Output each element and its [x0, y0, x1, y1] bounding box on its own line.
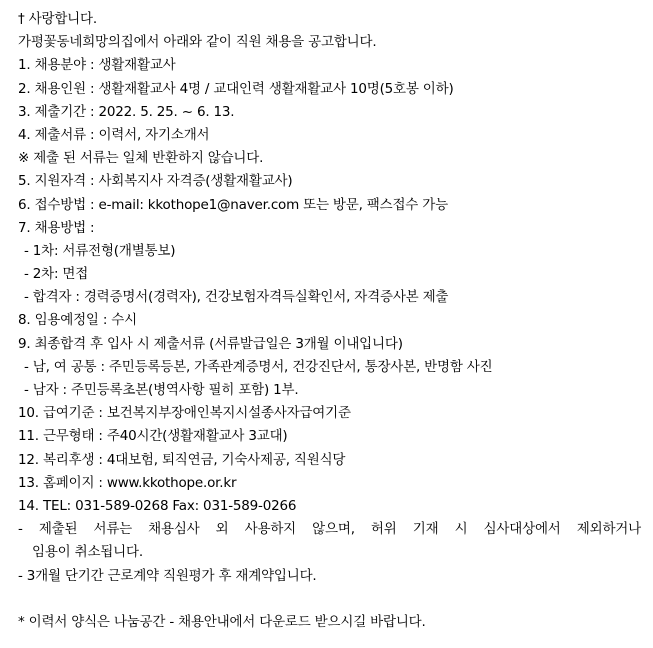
selection-step-1: - 1차: 서류전형(개별통보): [24, 242, 176, 259]
item-contact: 14. TEL: 031-589-0268 Fax: 031-589-0266: [18, 497, 297, 514]
item-homepage: 13. 홈페이지 : www.kkothope.or.kr: [18, 474, 237, 491]
item-recruit-field: 1. 채용분야 : 생활재활교사: [18, 57, 176, 74]
intro: 가평꽃동네희망의집에서 아래와 같이 직원 채용을 공고합니다.: [18, 34, 377, 51]
final-docs-male: - 남자 : 주민등록초본(병역사항 필히 포함) 1부.: [24, 382, 299, 398]
final-docs-common: - 남, 여 공통 : 주민등록등본, 가족관계증명서, 건강진단서, 통장사본, 반명함 사진: [24, 358, 493, 375]
item-benefits: 12. 복리후생 : 4대보험, 퇴직연금, 기숙사제공, 직원식당: [18, 451, 346, 468]
footer-resume-form: * 이력서 양식은 나눔공간 - 채용안내에서 다운로드 받으시길 바랍니다.: [18, 613, 426, 630]
item-application-method: 6. 접수방법 : e-mail: kkothope1@naver.com 또는 방문, 팩스접수 가능: [18, 196, 448, 213]
item-selection-method: 7. 채용방법 :: [18, 219, 95, 236]
item-final-docs: 9. 최종합격 후 입사 시 제출서류 (서류발급일은 3개월 이내입니다): [18, 335, 403, 352]
note-disqualification-line2: 임용이 취소됩니다.: [32, 544, 143, 561]
item-salary: 10. 급여기준 : 보건복지부장애인복지시설종사자급여기준: [18, 405, 351, 422]
item-submit-docs: 4. 제출서류 : 이력서, 자기소개서: [18, 126, 210, 143]
item-recruit-count: 2. 채용인원 : 생활재활교사 4명 / 교대인력 생활재활교사 10명(5호봉 이하): [18, 80, 454, 97]
spacer: [18, 588, 641, 611]
item-submit-period: 3. 제출기간 : 2022. 5. 25. ~ 6. 13.: [18, 103, 235, 120]
note-contract: - 3개월 단기간 근로계약 직원평가 후 재계약입니다.: [18, 567, 317, 584]
note-disqualification-line1: - 제출된 서류는 채용심사 외 사용하지 않으며, 허위 기재 시 심사대상에서 제외하거나: [18, 521, 641, 538]
selection-step-2: - 2차: 면접: [24, 266, 89, 283]
selection-passed-docs: - 합격자 : 경력증명서(경력자), 건강보험자격득실확인서, 자격증사본 제출: [24, 289, 449, 306]
note-no-return: ※ 제출 된 서류는 일체 반환하지 않습니다.: [18, 150, 264, 167]
item-qualification: 5. 지원자격 : 사회복지사 자격증(생활재활교사): [18, 173, 293, 190]
greeting: † 사랑합니다.: [18, 11, 97, 27]
item-start-date: 8. 임용예정일 : 수시: [18, 312, 137, 329]
item-work-type: 11. 근무형태 : 주40시간(생활재활교사 3교대): [18, 428, 288, 445]
